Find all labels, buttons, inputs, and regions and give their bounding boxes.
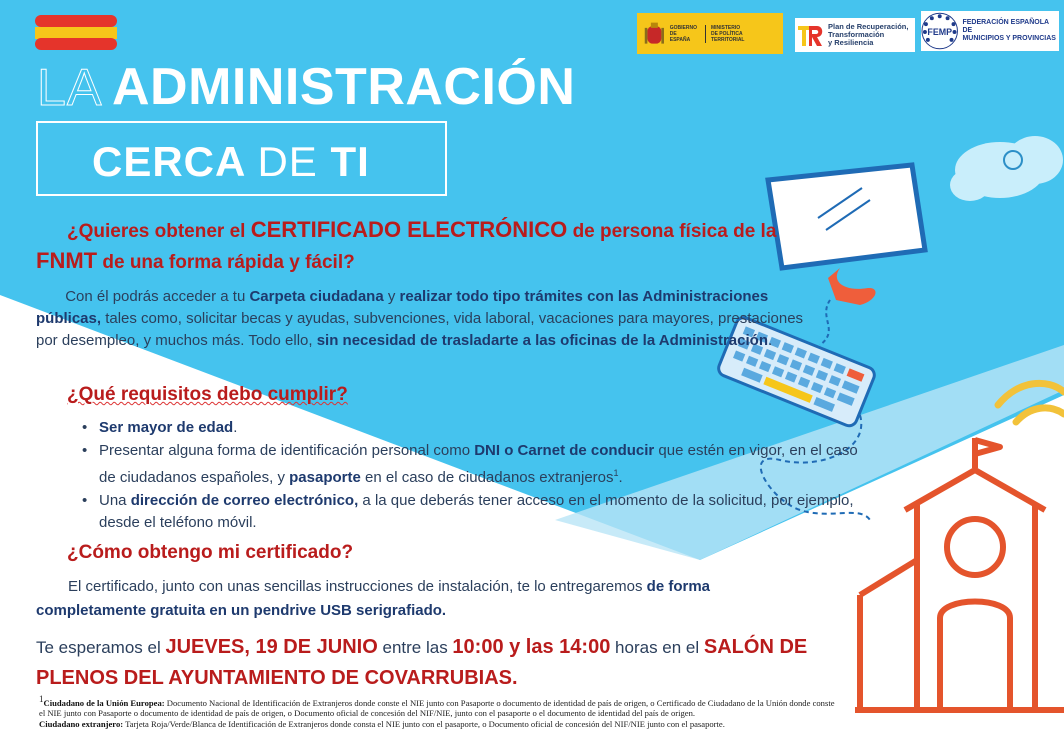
req-2d: pasaporte <box>289 469 361 486</box>
subtitle <box>92 138 370 186</box>
footnote <box>39 694 839 729</box>
intro-q-c: de persona física de la <box>567 221 777 242</box>
flag-stripe-red-bottom <box>35 38 117 50</box>
subtitle-ti: TI <box>330 138 370 185</box>
invite-3: entre las <box>377 638 453 657</box>
flag-stripe-red-top <box>35 15 117 27</box>
req-2b: DNI o Carnet de conducir <box>474 442 655 459</box>
footnote-foreign-text: Tarjeta Roja/Verde/Blanca de Identificación de Extranjeros donde consta el NIE junto con el pasaporte, o Documento oficial de concesión del NIF/NIE junto con el pasaporte. <box>123 718 725 729</box>
para-4: realizar todo tipo trámites con las Administraciones públicas, <box>36 288 769 327</box>
subtitle-de: DE <box>257 138 318 185</box>
para-6: sin necesidad de trasladarte a las oficinas de la Administración <box>316 332 768 349</box>
req-2f: . <box>618 469 623 486</box>
intro-q-d: FNMT <box>36 248 98 273</box>
requirements-heading <box>67 384 348 406</box>
invite-5: horas en el <box>610 638 704 657</box>
subtitle-cerca: CERCA <box>92 138 245 185</box>
ministerio-line1: MINISTERIO <box>710 24 741 31</box>
list-item <box>82 417 862 439</box>
certificate-heading: ¿Cómo obtengo mi certificado? <box>67 542 354 563</box>
femp-stars-icon <box>921 12 958 50</box>
page-title: ADMINISTRACIÓN <box>112 58 576 116</box>
intro-q-a: ¿Quieres obtener el <box>67 221 251 242</box>
footnote-number: 1 <box>39 694 44 704</box>
invite-date: JUEVES, 19 DE JUNIO <box>165 636 378 658</box>
req-3b: dirección de correo electrónico, <box>130 492 359 509</box>
intro-question <box>67 212 857 250</box>
list-item <box>82 440 862 489</box>
town-hall-icon <box>855 438 1064 710</box>
req-3c: a la que deberás tener acceso en el momento de la solicitud, por ejemplo, desde el teléfono móvil. <box>99 492 854 531</box>
para-1: Con él podrás acceder a tu <box>65 288 250 305</box>
intro-paragraph <box>36 286 816 352</box>
cert-1: El certificado, junto con unas sencillas instrucciones de instalación, te lo entregaremos <box>68 578 647 595</box>
para-3: y <box>383 288 400 305</box>
para-7: . <box>767 332 773 349</box>
title-prefix: LA <box>37 59 103 117</box>
footnote-eu-text: Documento Nacional de Identificación de Extranjeros donde conste el NIE junto con Pasaporte o documento de identidad de país de origen, o Certificado de Ciudadano de la Unión donde conste el NIE junto con Pasaporte o documento de identidad de país de origen, o Documento oficial de concesión del NIF/NIE, junto con el pasaporte o el documento de identidad del país de origen. <box>39 697 835 719</box>
intro-q-b: CERTIFICADO ELECTRÓNICO <box>250 217 568 242</box>
invite-place: SALÓN DE PLENOS DEL AYUNTAMIENTO DE COVARRUBIAS. <box>36 636 808 689</box>
gobierno-line2: DE ESPAÑA <box>669 30 691 43</box>
prtr-line1: Plan de Recuperación, <box>828 22 909 31</box>
gobierno-logo <box>637 13 783 54</box>
footnote-foreign-label: Ciudadano extranjero: <box>39 718 124 729</box>
para-2: Carpeta ciudadana <box>249 288 384 305</box>
cert-2: de forma completamente gratuita en un pendrive USB serigrafiado. <box>36 578 711 619</box>
invite-1: Te esperamos el <box>36 638 166 657</box>
intro-question-line2 <box>36 248 355 274</box>
req-3a: Una <box>99 492 131 509</box>
invite-time: 10:00 y las 14:00 <box>452 636 611 658</box>
femp-line1: FEDERACIÓN ESPAÑOLA DE <box>962 19 1049 34</box>
req-1b: . <box>233 419 238 436</box>
requirements-list <box>82 417 862 535</box>
footnote-ref: 1 <box>613 468 619 478</box>
req-1a: Ser mayor de edad <box>99 419 234 436</box>
gobierno-line1: GOBIERNO <box>669 24 697 31</box>
femp-line2: MUNICIPIOS Y PROVINCIAS <box>962 35 1056 42</box>
para-5: tales como, solicitar becas y ayudas, subvenciones, vida laboral, vacaciones para mayores, prestaciones por desempleo, y muchos más. Todo ello, <box>36 310 804 349</box>
prtr-line3: y Resiliencia <box>828 38 874 47</box>
list-item <box>82 490 862 534</box>
requirements-heading-text: ¿Qué requisitos debo cumplir? <box>67 384 348 405</box>
femp-mark-text: FEMP <box>927 26 953 37</box>
intro-q-e: de una forma rápida y fácil? <box>97 252 355 273</box>
prtr-logo <box>795 18 915 52</box>
req-2e: en el caso de ciudadanos extranjeros <box>360 469 614 486</box>
prtr-mark-icon <box>795 20 825 50</box>
event-invite <box>36 632 866 694</box>
ministerio-line2: DE POLÍTICA TERRITORIAL <box>710 30 745 43</box>
femp-logo <box>921 11 1059 51</box>
req-2a: Presentar alguna forma de identificación personal como <box>99 442 475 459</box>
certificate-paragraph <box>36 575 816 623</box>
prtr-line2: Transformación <box>828 30 885 39</box>
req-2c: que estén en vigor, en el caso de ciudadanos españoles, y <box>99 442 858 486</box>
coat-of-arms-icon <box>643 19 666 49</box>
footnote-eu-label: Ciudadano de la Unión Europea: <box>43 697 165 708</box>
